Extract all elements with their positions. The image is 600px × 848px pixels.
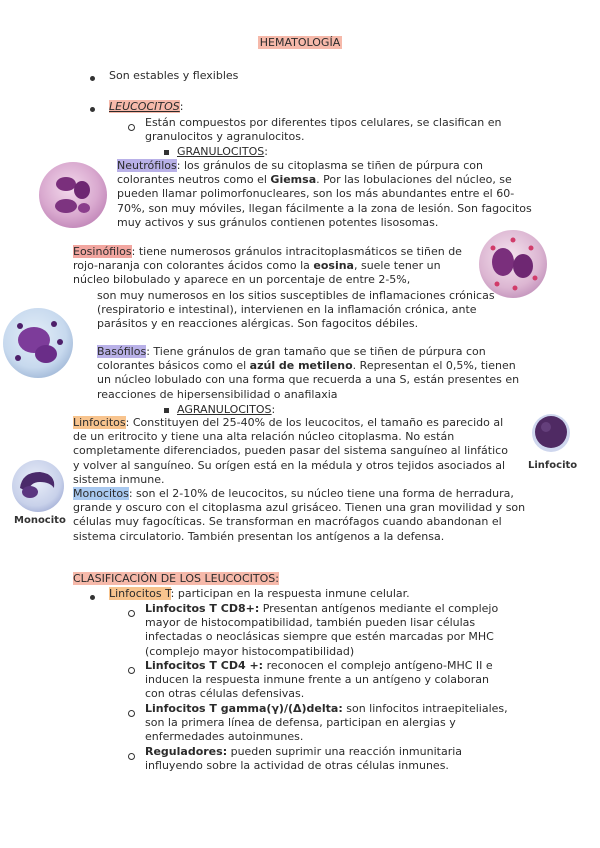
cd4-term: Linfocitos T CD4 +: xyxy=(145,659,264,672)
neutrofilos-paragraph xyxy=(117,159,532,230)
clasificacion-heading xyxy=(73,572,279,586)
circle-bullet xyxy=(128,749,135,763)
eosina-term: eosina xyxy=(313,259,354,273)
eosinofilos-label: Eosinófilos xyxy=(73,245,132,258)
monocitos-label: Monocitos xyxy=(73,487,129,500)
basofilos-text-a: : Tiene gránulos de gran tamaño que se tiñen de púrpura con colorantes básicos como el xyxy=(97,345,486,373)
circle-bullet xyxy=(128,663,135,677)
neutrofilos-text-b: . Por las lobulaciones del núcleo, se pueden llamar polimorfonucleares, son los más abundantes entre el 60-70%, son muy móviles, llegan fácilmente a la zona de lesión. Son fagocitos muy activos y sus gránulos contienen potentes lisosomas. xyxy=(117,173,532,229)
giemsa-term: Giemsa xyxy=(270,173,317,187)
basofilos-label: Basófilos xyxy=(97,345,147,358)
circle-bullet xyxy=(128,706,135,720)
reguladores-item xyxy=(145,745,485,773)
bullet-dot xyxy=(90,102,95,116)
cd8-item xyxy=(145,602,505,659)
page-title: HEMATOLOGÍA xyxy=(259,36,341,49)
eosinofilos-text-a: : tiene numerosos gránulos intracitoplasmáticos se tiñen de rojo-naranja con colorantes ácidos como la xyxy=(73,245,462,273)
monocitos-paragraph xyxy=(73,487,533,544)
linfocitos-paragraph xyxy=(73,416,508,487)
circle-bullet xyxy=(128,606,135,620)
bullet-dot xyxy=(90,71,95,85)
basofilo-image xyxy=(0,304,76,382)
colon: : xyxy=(271,403,276,416)
bullet-dot xyxy=(90,590,95,604)
neutrofilo-image xyxy=(36,158,110,232)
granulocitos-heading xyxy=(164,145,268,159)
gamma-delta-item xyxy=(145,702,525,745)
linfocitos-label: Linfocitos xyxy=(73,416,126,429)
basofilos-paragraph xyxy=(97,345,527,402)
eosinofilos-paragraph-cont: son muy numerosos en los sitios susceptibles de inflamaciones crónicas (respiratorio e intestinal), intervienen en la inflamación crónica, ante parásitos y en reacciones alérgicas. Son fagocitos débiles. xyxy=(97,289,495,331)
eosinofilos-text-b: , suele tener un núcleo bilobulado y aparece en un porcentaje de entre 2-5%, xyxy=(73,259,441,287)
leucocitos-desc: Están compuestos por diferentes tipos celulares, se clasifican en granulocitos y agranulocitos. xyxy=(145,116,502,144)
agranulocitos-title: AGRANULOCITOS xyxy=(177,403,272,416)
gamma-delta-text: son linfocitos intraepiteliales, son la primera línea de defensa, participan en alergias y enfermedades autoinmunes. xyxy=(145,702,508,744)
granulocitos-title: GRANULOCITOS xyxy=(177,145,265,158)
monocitos-text: : son el 2-10% de leucocitos, su núcleo tiene una forma de herradura, grande y oscuro con el citoplasma azul grisáceo. Tienen una gran movilidad y son células muy fagocíticas. Se transforman en macrófagos cuando abandonan el sistema circulatorio. También presentan los antígenos a la defensa. xyxy=(73,487,526,543)
linfocito-image xyxy=(530,412,572,454)
linfocitos-t-text: : participan en la respuesta inmune celular. xyxy=(170,587,410,600)
leucocitos-heading xyxy=(109,100,183,114)
linfocitos-t-label: Linfocitos T xyxy=(109,587,171,600)
neutrofilos-text-a: : los gránulos de su citoplasma se tiñen de púrpura con colorantes neutros como el xyxy=(117,159,483,187)
cd4-text: reconocen el complejo antígeno-MHC II e inducen la respuesta inmune frente a un antígeno y colaboran con otras células defensivas. xyxy=(145,659,493,701)
azul-metileno-term: azúl de metileno xyxy=(249,359,353,373)
reguladores-term: Reguladores: xyxy=(145,745,228,758)
eosinofilos-paragraph xyxy=(73,245,468,288)
clasificacion-title: CLASIFICACIÓN DE LOS LEUCOCITOS: xyxy=(73,572,279,585)
linfocitos-t-line xyxy=(109,587,410,601)
linfocitos-text: : Constituyen del 25-40% de los leucocitos, el tamaño es parecido al de un eritrocito y tiene una alta relación núcleo citoplasma. No están completamente diferenciados, pueden pasar del sistema sanguíneo al linfático y volver al sanguíneo. Su orígen está en la médula y otros tejidos asociados al sistema inmune. xyxy=(73,416,508,486)
cd8-text: Presentan antígenos mediante el complejo mayor de histocompatibilidad, también pueden lisar células infectadas o neoclásicas siempre que estén marcadas por MHC (complejo mayor histocompatibilidad) xyxy=(145,602,499,658)
monocito-image xyxy=(10,458,66,514)
leucocitos-title: LEUCOCITOS xyxy=(109,100,180,113)
colon: : xyxy=(264,145,268,158)
colon: : xyxy=(179,100,184,113)
basofilos-text-b: . Representan el 0,5%, tienen un núcleo lobulado con una forma que recuerda a una S, están presentes en reacciones de hipersensibilidad o anafilaxia xyxy=(97,359,520,401)
cd8-term: Linfocitos T CD8+: xyxy=(145,602,260,615)
neutrofilos-label: Neutrófilos xyxy=(117,159,177,172)
monocito-caption: Monocito xyxy=(14,515,66,526)
intro-text: Son estables y flexibles xyxy=(109,69,239,82)
gamma-delta-term: Linfocitos T gamma(γ)/(Δ)delta: xyxy=(145,702,343,715)
reguladores-text: pueden suprimir una reacción inmunitaria influyendo sobre la actividad de otras células inmunes. xyxy=(145,745,463,773)
cd4-item xyxy=(145,659,505,702)
circle-bullet xyxy=(128,120,135,134)
linfocito-caption: Linfocito xyxy=(528,460,578,471)
